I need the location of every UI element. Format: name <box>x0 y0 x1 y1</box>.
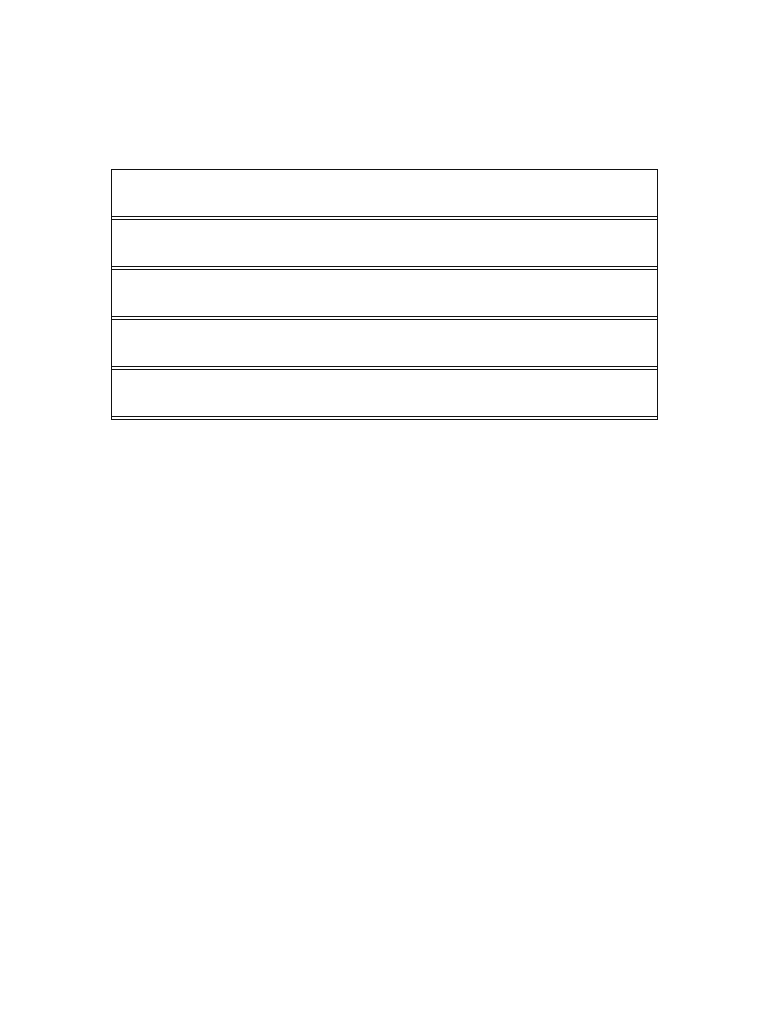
surah-body <box>112 417 657 419</box>
surah-body <box>112 217 657 219</box>
surah-header <box>112 320 657 367</box>
surah-table <box>111 169 658 420</box>
surah-header <box>112 220 657 267</box>
surah-block <box>112 370 657 420</box>
surah-block <box>112 320 657 370</box>
surah-body <box>112 367 657 369</box>
surah-header <box>112 370 657 417</box>
surah-header <box>112 170 657 217</box>
surah-block <box>112 270 657 320</box>
surah-block <box>112 220 657 270</box>
surah-block <box>112 170 657 220</box>
surah-header <box>112 270 657 317</box>
surah-body <box>112 317 657 319</box>
surah-body <box>112 267 657 269</box>
